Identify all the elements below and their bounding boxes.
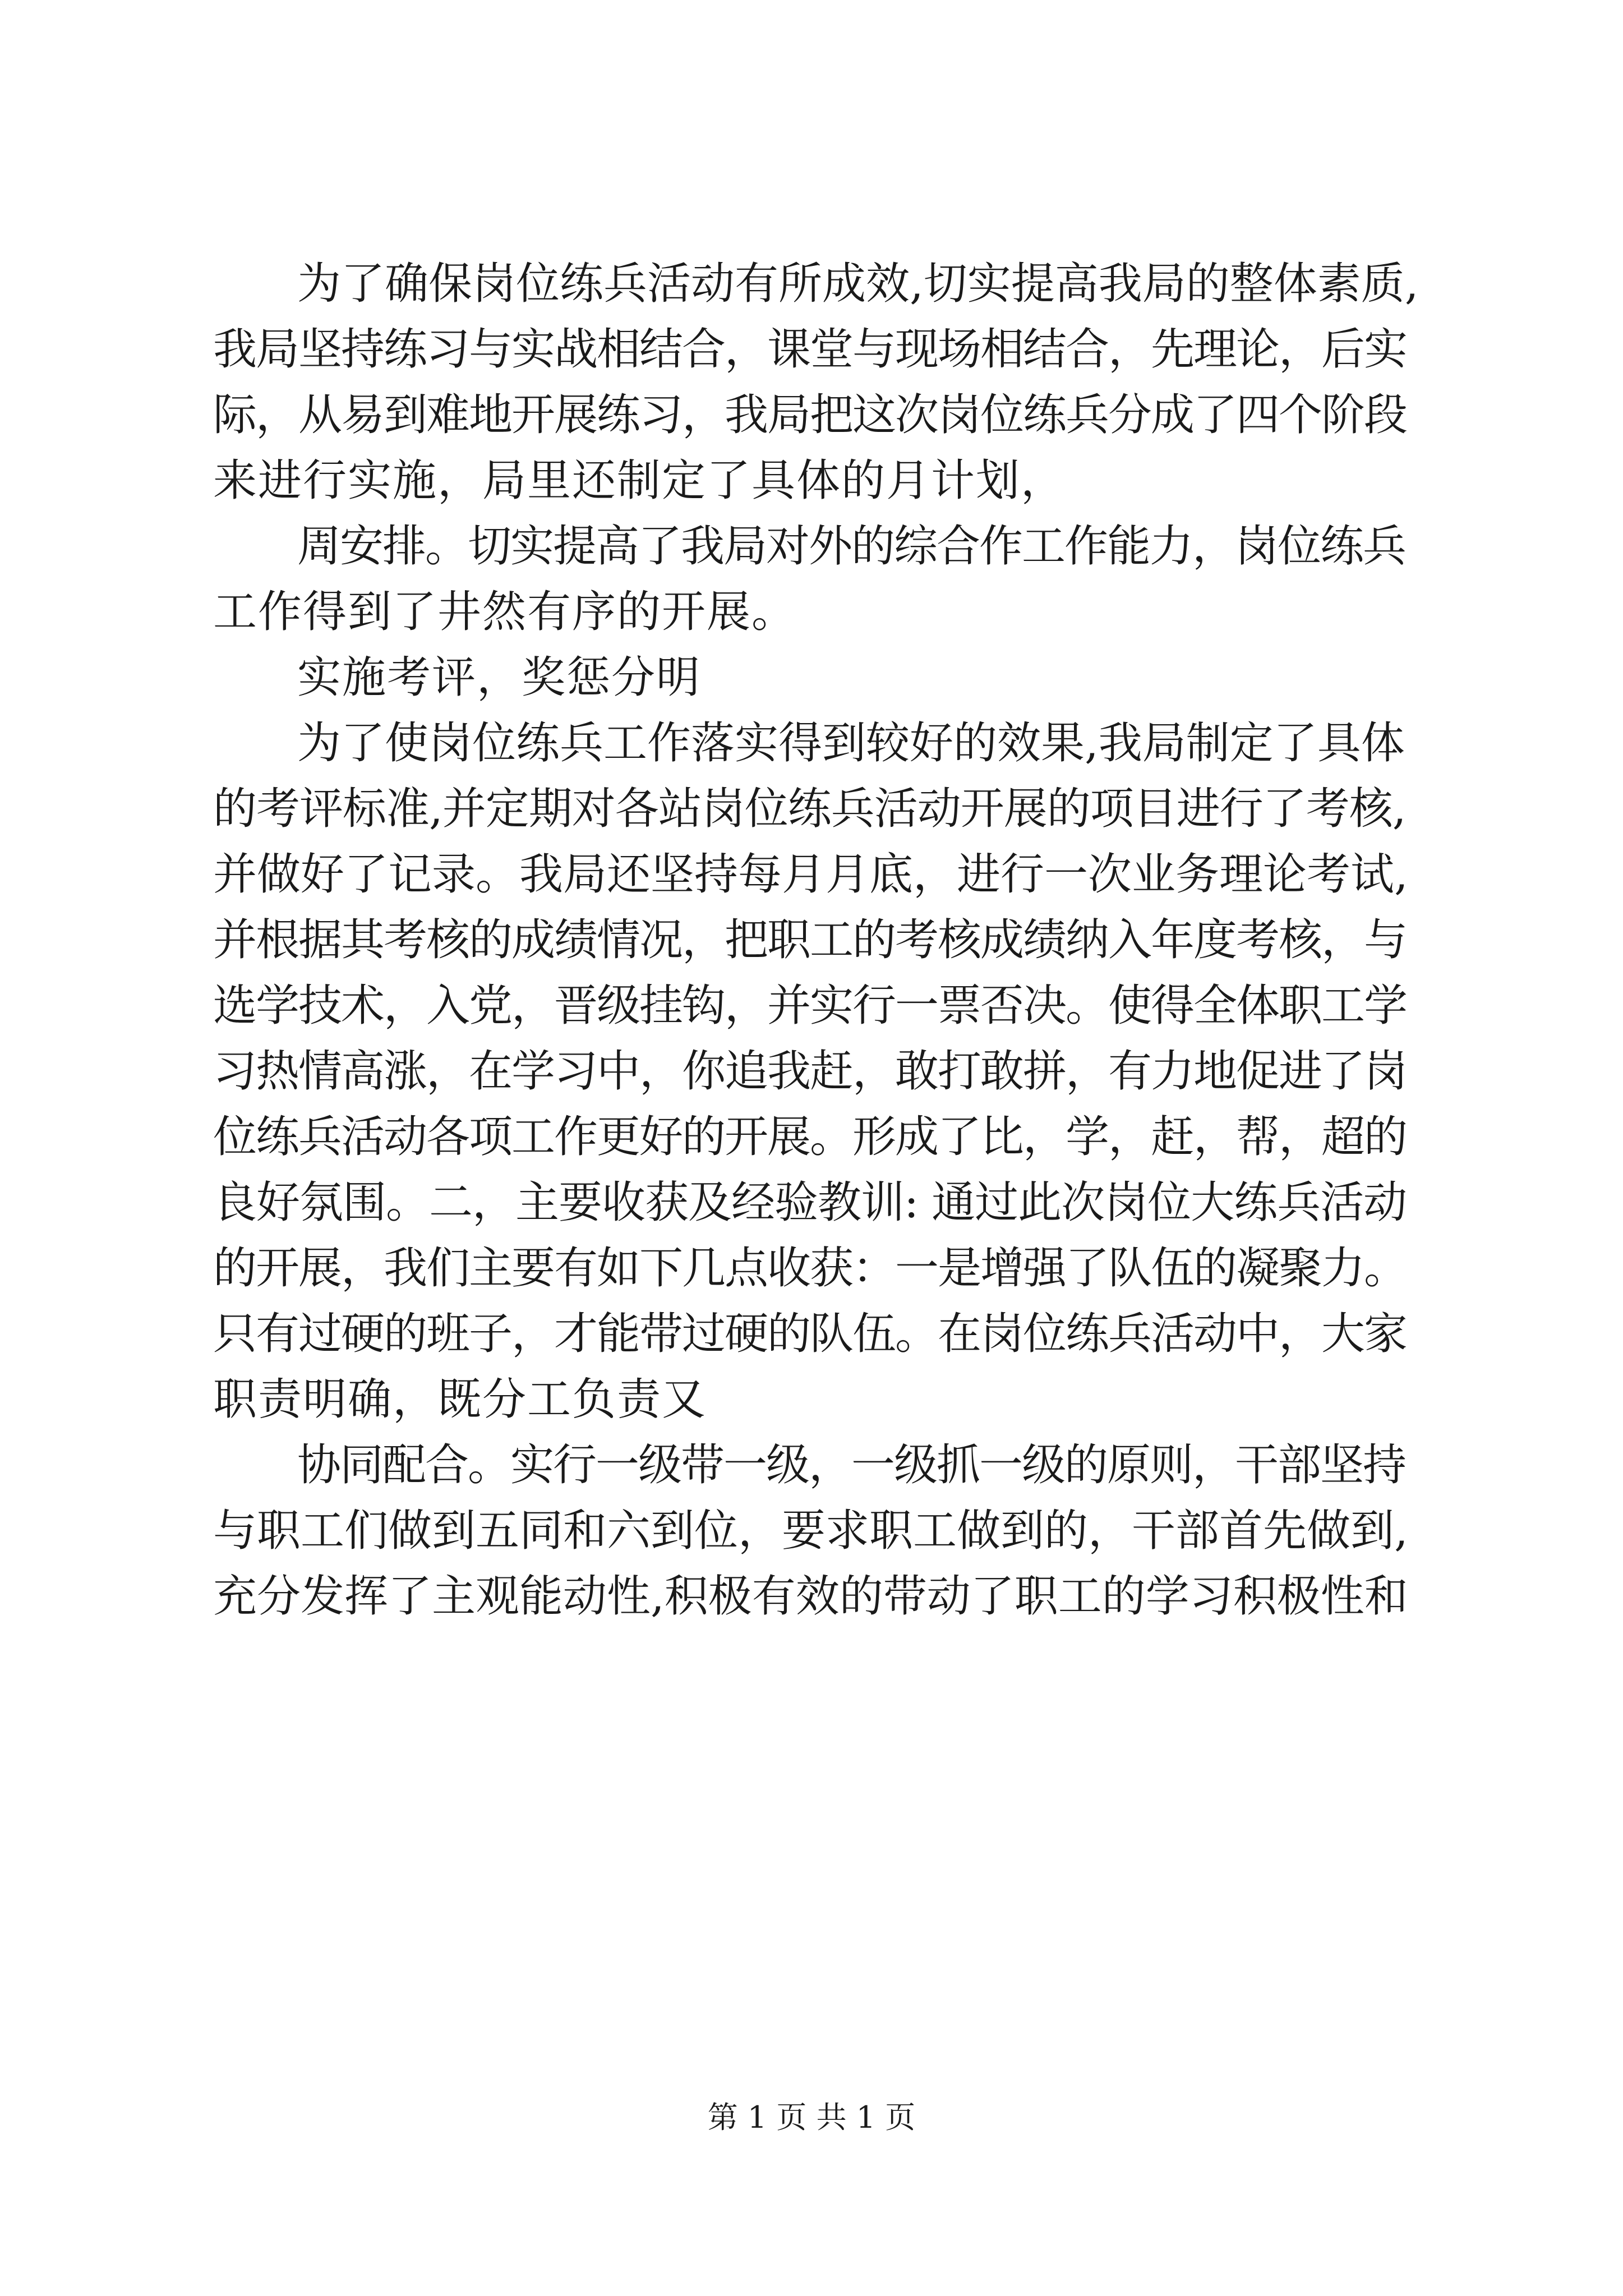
text-line: 来进行实施，局里还制定了具体的月计划， [213, 455, 1066, 506]
body-text [213, 251, 1419, 1630]
text-line: 我局坚持练习与实战相结合，课堂与现场相结合，先理论，后实 [213, 324, 1407, 375]
text-line: 位练兵活动各项工作更好的开展。形成了比，学，赶，帮，超的 [213, 1112, 1407, 1162]
section-heading: 实施考评，奖惩分明 [297, 652, 702, 703]
text-line: 与职工们做到五同和六到位，要求职工做到的，干部首先做到, [213, 1506, 1408, 1556]
text-line: 为了确保岗位练兵活动有所成效,切实提高我局的整体素质, [297, 259, 1419, 309]
text-line: 并根据其考核的成绩情况，把职工的考核成绩纳入年度考核，与 [213, 915, 1407, 965]
text-line: 周安排。切实提高了我局对外的综合作工作能力，岗位练兵 [297, 521, 1406, 572]
text-line: 充分发挥了主观能动性,积极有效的带动了职工的学习积极性和 [213, 1571, 1408, 1622]
page-footer: 第 1 页 共 1 页 [707, 2100, 916, 2135]
text-line: 良好氛围。二，主要收获及经验教训: 通过此次岗位大练兵活动 [213, 1177, 1407, 1228]
text-line: 只有过硬的班子，才能带过硬的队伍。在岗位练兵活动中，大家 [213, 1309, 1407, 1359]
text-line: 为了使岗位练兵工作落实得到较好的效果,我局制定了具体 [297, 718, 1405, 769]
text-line: 工作得到了井然有序的开展。 [213, 587, 797, 637]
text-line: 协同配合。实行一级带一级，一级抓一级的原则，干部坚持 [297, 1440, 1406, 1490]
text-line: 的考评标准,并定期对各站岗位练兵活动开展的项目进行了考核, [213, 784, 1406, 834]
text-line: 并做好了记录。我局还坚持每月月底，进行一次业务理论考试, [213, 849, 1408, 900]
text-line: 习热情高涨，在学习中，你追我赶，敢打敢拼，有力地促进了岗 [213, 1046, 1407, 1097]
text-line: 际，从易到难地开展练习，我局把这次岗位练兵分成了四个阶段 [213, 390, 1407, 440]
text-line: 的开展，我们主要有如下几点收获：一是增强了队伍的凝聚力。 [213, 1243, 1407, 1294]
text-line: 职责明确，既分工负责又 [213, 1374, 707, 1425]
text-line: 选学技术，入党，晋级挂钩，并实行一票否决。使得全体职工学 [213, 981, 1407, 1031]
